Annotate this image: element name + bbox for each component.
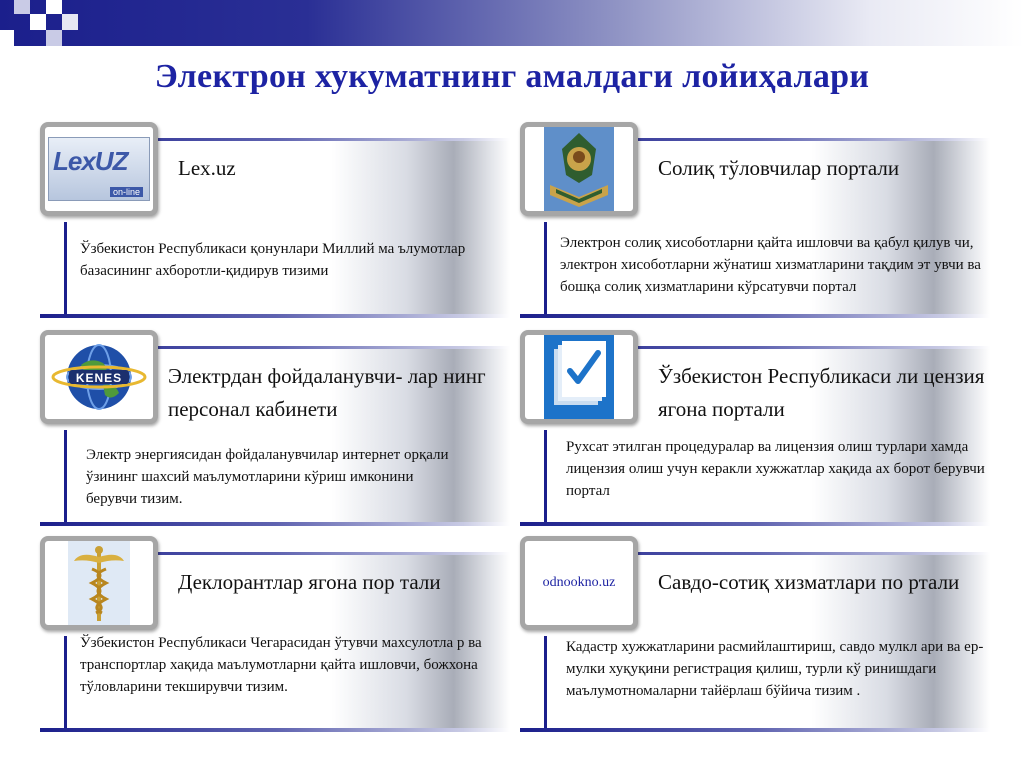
odnookno-logo bbox=[520, 536, 638, 630]
decor-square bbox=[30, 14, 46, 30]
project-card-trade-portal bbox=[520, 536, 990, 732]
card-accent-line bbox=[544, 222, 547, 314]
card-heading: Lex.uz bbox=[178, 156, 236, 180]
kenes-globe-logo bbox=[40, 330, 158, 424]
card-heading: Ўзбекистон Республикаси ли цензия ягона портали bbox=[658, 364, 985, 421]
lexuz-logo-sub: on-line bbox=[110, 187, 143, 197]
tax-emblem-icon bbox=[544, 127, 614, 211]
caduceus-icon bbox=[68, 541, 130, 625]
decor-square bbox=[62, 14, 78, 30]
card-accent-line bbox=[64, 222, 67, 314]
card-description: Ўзбекистон Республикаси Чегарасидан ўтувчи махсулотла р ва транспортлар хақида маълумотларни қайта ишловчи, божхона тўловларини текширувчи тизим. bbox=[80, 635, 482, 695]
kenes-logo-word: KENES bbox=[75, 371, 123, 385]
license-checkmark-logo bbox=[520, 330, 638, 424]
top-decoration-band bbox=[0, 0, 1024, 46]
lexuz-logo-word: LexUZ bbox=[53, 146, 128, 176]
decor-square bbox=[46, 30, 62, 46]
card-heading: Электрдан фойдаланувчи- лар нинг персонал кабинети bbox=[168, 364, 486, 421]
customs-caduceus-logo bbox=[40, 536, 158, 630]
tax-emblem-logo bbox=[520, 122, 638, 216]
page-title: Электрон хукуматнинг амалдаги лойиҳалари bbox=[154, 58, 870, 95]
decor-square bbox=[46, 0, 62, 14]
project-card-electric-cabinet bbox=[40, 330, 510, 526]
odnookno-logo-text: odnookno.uz bbox=[542, 575, 616, 590]
card-description: Электрон солиқ хисоботларни қайта ишловчи ва қабул қилув чи, электрон хисоботларни жўнатиш хизматларини тақдим эт увчи ва бошқа солиқ хизматларини кўрсатувчи портал bbox=[560, 235, 981, 295]
decor-square bbox=[0, 30, 14, 46]
card-description: Кадастр хужжатларини расмийлаштириш, савдо мулкл ари ва ер-мулки хуқуқини регистрация қилиш, турли кў ринишдаги маълумотномаларни тайёрлаш бўйича тизим . bbox=[566, 639, 984, 699]
card-accent-line bbox=[64, 636, 67, 728]
card-accent-line bbox=[544, 430, 547, 522]
card-heading: Солиқ тўловчилар портали bbox=[658, 156, 900, 180]
lexuz-logo-art bbox=[48, 137, 150, 201]
card-description: Электр энергиясидан фойдаланувчилар интернет орқали ўзининг шахсий маълумотларини кўриш имконини берувчи тизим. bbox=[86, 447, 449, 507]
project-card-declarant-portal bbox=[40, 536, 510, 732]
card-description: Ўзбекистон Республикаси қонунлари Миллий ма ълумотлар базасининг ахборотли-қидирув тизими bbox=[80, 241, 466, 279]
card-accent-line bbox=[544, 636, 547, 728]
card-accent-line bbox=[64, 430, 67, 522]
checkmark-icon bbox=[544, 335, 614, 419]
card-heading: Деклорантлар ягона пор тали bbox=[178, 570, 441, 594]
card-description: Рухсат этилган процедуралар ва лицензия олиш турлари хамда лицензия олиш учун керакли хужжатлар хақида ах борот берувчи портал bbox=[566, 439, 985, 499]
card-heading: Савдо-сотиқ хизматлари по ртали bbox=[658, 570, 960, 594]
project-card-license-portal bbox=[520, 330, 990, 526]
project-card-tax-portal bbox=[520, 122, 990, 318]
decor-square bbox=[14, 0, 30, 14]
project-card-lexuz bbox=[40, 122, 510, 318]
lexuz-logo bbox=[40, 122, 158, 216]
